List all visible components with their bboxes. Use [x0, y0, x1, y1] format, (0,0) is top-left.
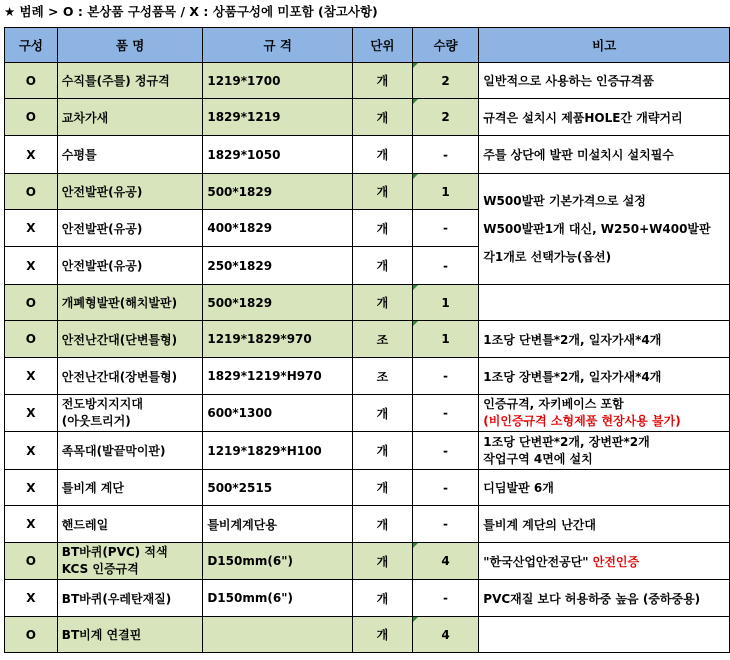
cell-qty: - — [412, 432, 479, 470]
cell-unit: 개 — [353, 174, 413, 210]
cell-spec: 틀비계계단용 — [203, 506, 353, 543]
cell-name: 안전발판(유공) — [57, 210, 203, 247]
cell-spec: 1829*1219*H970 — [203, 358, 353, 395]
cell-note — [479, 543, 730, 580]
cell-note — [479, 432, 730, 470]
cell-qty: - — [412, 470, 479, 506]
cell-note: 디딤발판 6개 — [479, 470, 730, 506]
cell-spec: 600*1300 — [203, 395, 353, 432]
cell-unit: 개 — [353, 99, 413, 136]
header-unit: 단위 — [353, 28, 413, 63]
cell-type: O — [5, 321, 58, 358]
cell-qty: 4 — [412, 543, 479, 580]
cell-type: O — [5, 617, 58, 653]
cell-spec: D150mm(6") — [203, 543, 353, 580]
cell-unit: 개 — [353, 470, 413, 506]
cell-type: O — [5, 174, 58, 210]
cell-spec: 500*1829 — [203, 285, 353, 321]
cell-type: X — [5, 580, 58, 617]
table-row — [5, 395, 730, 432]
cell-name: 핸드레일 — [57, 506, 203, 543]
header-spec: 규 격 — [203, 28, 353, 63]
cell-qty: 2 — [412, 63, 479, 99]
note-line: 인증규격, 자키베이스 포함 — [483, 397, 624, 411]
table-row — [5, 432, 730, 470]
cell-spec: 1219*1829*H100 — [203, 432, 353, 470]
cell-name: BT바퀴(우레탄재질) — [57, 580, 203, 617]
cell-type: X — [5, 470, 58, 506]
cell-qty: - — [412, 136, 479, 174]
merged-note-line: W500발판1개 대신, W250+W400발판 — [483, 222, 711, 236]
table-row — [5, 136, 730, 174]
cell-name: BT비계 연결핀 — [57, 617, 203, 653]
cell-unit: 개 — [353, 210, 413, 247]
cell-spec: 400*1829 — [203, 210, 353, 247]
cell-unit: 개 — [353, 63, 413, 99]
table-row — [5, 285, 730, 321]
cell-unit: 개 — [353, 395, 413, 432]
cell-spec: 1219*1829*970 — [203, 321, 353, 358]
cell-name: 안전발판(유공) — [57, 247, 203, 285]
cell-type: O — [5, 543, 58, 580]
cell-type: X — [5, 247, 58, 285]
cell-name: 안전발판(유공) — [57, 174, 203, 210]
note-quote: "한국산업안전공단" — [483, 554, 589, 569]
safety-cert-label: 안전인증 — [592, 554, 640, 569]
cell-type: X — [5, 210, 58, 247]
cell-type: X — [5, 432, 58, 470]
table-row — [5, 617, 730, 653]
cell-spec: D150mm(6") — [203, 580, 353, 617]
table-row — [5, 470, 730, 506]
table-row — [5, 63, 730, 99]
warning-note: (비인증규격 소형제품 현장사용 불가) — [483, 414, 681, 428]
cell-note: 1조당 단변틀*2개, 일자가새*4개 — [479, 321, 730, 358]
cell-type: X — [5, 136, 58, 174]
cell-name — [57, 395, 203, 432]
cell-type: O — [5, 63, 58, 99]
cell-name: 수평틀 — [57, 136, 203, 174]
cell-unit: 개 — [353, 617, 413, 653]
cell-unit: 개 — [353, 136, 413, 174]
cell-note — [479, 395, 730, 432]
table-row — [5, 506, 730, 543]
cell-name: 안전난간대(단변틀형) — [57, 321, 203, 358]
cell-spec — [203, 617, 353, 653]
cell-note — [479, 617, 730, 653]
cell-note: 주틀 상단에 발판 미설치시 설치필수 — [479, 136, 730, 174]
table-row — [5, 99, 730, 136]
note-line: 1조당 단변판*2개, 장변판*2개 — [483, 434, 650, 449]
cell-name: 족목대(발끝막이판) — [57, 432, 203, 470]
cell-unit: 조 — [353, 358, 413, 395]
cell-note: 일반적으로 사용하는 인증규격품 — [479, 63, 730, 99]
cell-unit: 개 — [353, 247, 413, 285]
cell-qty: - — [412, 506, 479, 543]
cell-qty: 1 — [412, 321, 479, 358]
cell-note-merged — [479, 174, 730, 285]
table-header-row — [5, 28, 730, 63]
header-name: 품 명 — [57, 28, 203, 63]
cell-qty: - — [412, 395, 479, 432]
header-qty: 수량 — [412, 28, 479, 63]
cell-note: PVC재질 보다 허용하중 높음 (중하중용) — [479, 580, 730, 617]
cell-qty: - — [412, 358, 479, 395]
name-line: BT바퀴(PVC) 적색 — [61, 545, 168, 559]
cell-name: 틀비계 계단 — [57, 470, 203, 506]
product-components-table — [4, 27, 730, 653]
cell-name: 수직틀(주틀) 정규격 — [57, 63, 203, 99]
cell-unit: 개 — [353, 543, 413, 580]
cell-qty: 1 — [412, 285, 479, 321]
cell-qty: - — [412, 247, 479, 285]
cell-unit: 개 — [353, 432, 413, 470]
cell-type: X — [5, 358, 58, 395]
cell-name: 안전난간대(장변틀형) — [57, 358, 203, 395]
cell-spec: 1829*1050 — [203, 136, 353, 174]
cell-qty: 1 — [412, 174, 479, 210]
merged-note-line: W500발판 기본가격으로 설정 — [483, 194, 646, 208]
cell-qty: - — [412, 580, 479, 617]
cell-note — [479, 285, 730, 321]
cell-spec: 1219*1700 — [203, 63, 353, 99]
cell-unit: 조 — [353, 321, 413, 358]
merged-note-line: 각1개로 선택가능(옵션) — [483, 250, 612, 264]
cell-note: 규격은 설치시 제품HOLE간 개략거리 — [479, 99, 730, 136]
cell-unit: 개 — [353, 506, 413, 543]
cell-name: 교차가새 — [57, 99, 203, 136]
cell-qty: 4 — [412, 617, 479, 653]
table-row — [5, 580, 730, 617]
cell-name — [57, 543, 203, 580]
cell-note: 틀비계 계단의 난간대 — [479, 506, 730, 543]
cell-unit: 개 — [353, 285, 413, 321]
cell-type: O — [5, 99, 58, 136]
cell-name: 개폐형발판(해치발판) — [57, 285, 203, 321]
cell-qty: - — [412, 210, 479, 247]
cell-spec: 1829*1219 — [203, 99, 353, 136]
cell-unit: 개 — [353, 580, 413, 617]
cell-spec: 250*1829 — [203, 247, 353, 285]
name-line: (아웃트리거) — [61, 414, 131, 428]
legend-text: ★ 범례 > O : 본상품 구성품목 / X : 상품구성에 미포함 (참고사항) — [4, 4, 378, 19]
cell-type: X — [5, 395, 58, 432]
note-line: 작업구역 4면에 설치 — [483, 451, 593, 466]
name-line: KCS 인증규격 — [61, 562, 139, 576]
cell-type: X — [5, 506, 58, 543]
table-row — [5, 358, 730, 395]
table-row — [5, 543, 730, 580]
cell-type: O — [5, 285, 58, 321]
header-note: 비고 — [479, 28, 730, 63]
table-row — [5, 174, 730, 210]
cell-spec: 500*1829 — [203, 174, 353, 210]
table-row — [5, 321, 730, 358]
cell-spec: 500*2515 — [203, 470, 353, 506]
cell-qty: 2 — [412, 99, 479, 136]
cell-note: 1조당 장변틀*2개, 일자가새*4개 — [479, 358, 730, 395]
name-line: 전도방지지지대 — [61, 397, 143, 411]
header-type: 구성 — [5, 28, 58, 63]
